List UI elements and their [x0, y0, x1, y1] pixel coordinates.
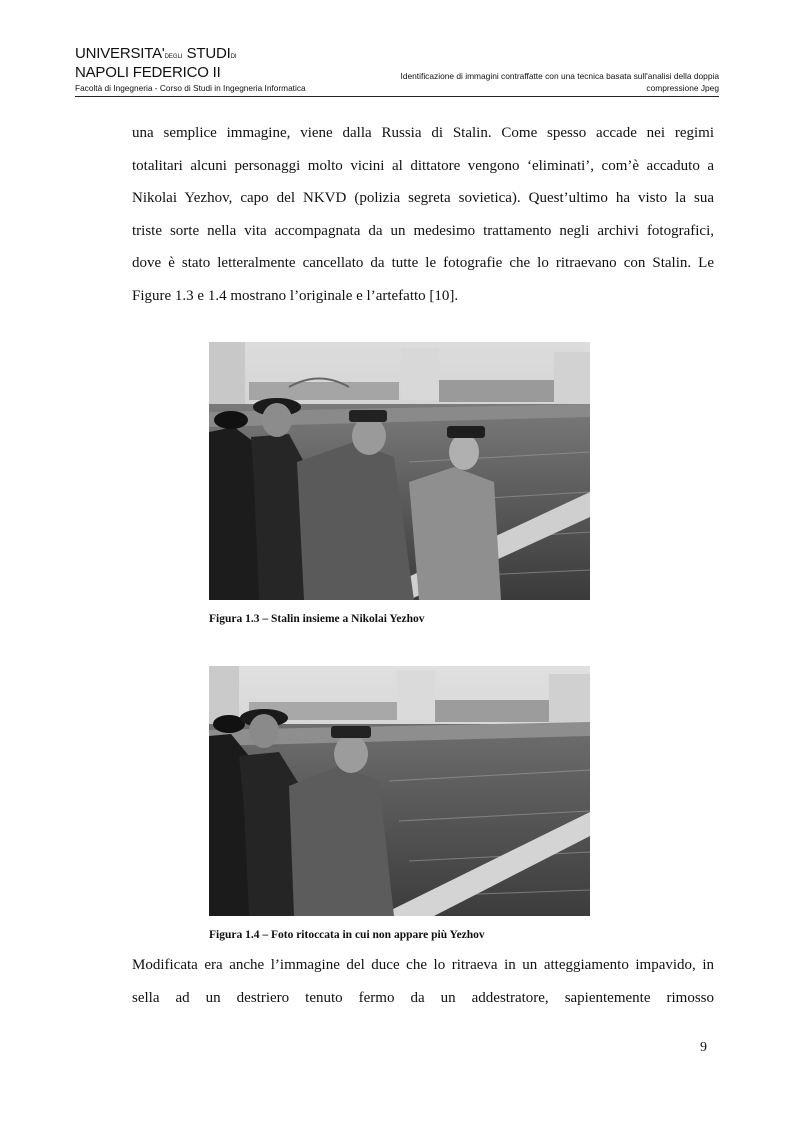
logo-napoli-federico: NAPOLI FEDERICO II — [75, 64, 221, 81]
thesis-title-line-1: Identificazione di immagini contraffatte con una tecnica basata sull'analisi della doppia — [400, 71, 719, 81]
faculty-text: Facoltà di Ingegneria - Corso di Studi in Ingegneria Informatica — [75, 83, 306, 93]
paragraph-line: Nikolai Yezhov, capo del NKVD (polizia segreta sovietica). Quest’ultimo ha visto la sua — [132, 190, 714, 206]
paragraph-line: sella ad un destriero tenuto fermo da un addestratore, sapientemente rimosso — [132, 989, 714, 1006]
paragraph-2 — [132, 949, 714, 1014]
header-divider — [75, 96, 719, 97]
logo-universita-text: UNIVERSITA' — [75, 45, 165, 62]
paragraph-line: Modificata era anche l’immagine del duce che lo ritraeva in un atteggiamento impavido, in — [132, 957, 714, 973]
paragraph-line: Figure 1.3 e 1.4 mostrano l’originale e l’artefatto [10]. — [132, 287, 459, 304]
university-logo — [75, 46, 345, 94]
retouched-stalin-photo — [209, 666, 590, 916]
stalin-yezhov-photo — [209, 342, 590, 600]
paragraph-line: totalitari alcuni personaggi molto vicini al dittatore vengono ‘eliminati’, com’è accaduto a — [132, 157, 714, 174]
paragraph-line: una semplice immagine, viene dalla Russia di Stalin. Come spesso accade nei regimi — [132, 125, 714, 141]
thesis-title — [339, 70, 719, 94]
figure-1-3-photo — [209, 342, 590, 600]
figure-1-4-caption: Figura 1.4 – Foto ritoccata in cui non appare più Yezhov — [209, 929, 485, 941]
logo-degli-text: DEGLI — [164, 54, 183, 60]
thesis-title-line-2: compressione Jpeg — [646, 83, 719, 93]
logo-studi-text: STUDI — [186, 45, 231, 62]
figure-1-3-caption: Figura 1.3 – Stalin insieme a Nikolai Yezhov — [209, 613, 425, 625]
paragraph-line: triste sorte nella vita accompagnata da un medesimo trattamento negli archivi fotografici, — [132, 222, 714, 239]
logo-university-line — [75, 46, 345, 65]
paragraph-1 — [132, 117, 714, 312]
logo-di-text: DI — [230, 54, 237, 60]
page-number: 9 — [700, 1040, 707, 1055]
figure-1-4-photo — [209, 666, 590, 916]
paragraph-line: dove è stato letteralmente cancellato da tutte le fotografie che lo ritraevano con Stalin. Le — [132, 255, 714, 271]
